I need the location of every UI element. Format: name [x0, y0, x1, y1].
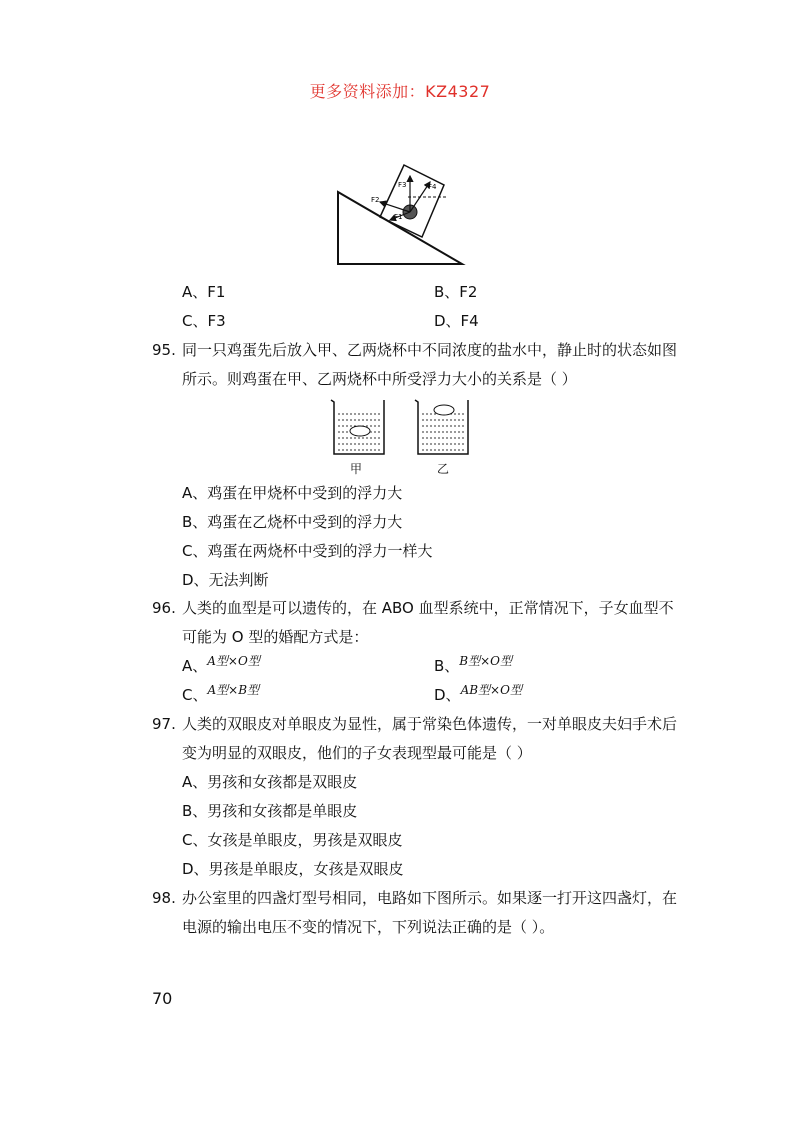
q98-line2: 电源的输出电压不变的情况下，下列说法正确的是（ ）。 [182, 918, 555, 936]
q96-option-b: B、$^{B型\times O型}$ [434, 654, 513, 675]
egg-jia [350, 426, 370, 436]
q96-option-c: C、$^{A型\times B型}$ [182, 683, 260, 704]
block-on-incline [380, 165, 444, 237]
page-number: 70 [152, 989, 173, 1008]
q96-option-b-expr: B型×O型 [459, 654, 513, 668]
label-f4: F4 [428, 183, 437, 191]
q96-option-a: A、$^{A型\times O型}$ [182, 654, 260, 675]
incline-triangle [338, 192, 462, 264]
q98-text1: 办公室里的四盏灯型号相同，电路如下图所示。如果逐一打开这四盏灯，在 [182, 889, 678, 907]
q97-option-c: C、女孩是单眼皮，男孩是双眼皮 [182, 831, 403, 849]
q98-number: 98. [152, 889, 176, 907]
beaker-jia [328, 396, 388, 458]
q96-number: 96. [152, 599, 176, 617]
q94-option-d: D、F4 [434, 312, 479, 330]
q97-option-b: B、男孩和女孩都是单眼皮 [182, 802, 358, 820]
incline-force-diagram [334, 162, 474, 272]
label-f1: F1 [394, 213, 403, 221]
header-watermark: 更多资料添加：KZ4327 [309, 82, 491, 101]
label-f2: F2 [371, 196, 380, 204]
q96-line1 [152, 597, 674, 618]
q96-option-d: D、$^{AB型\times O型}$ [434, 683, 522, 704]
q97-line2: 变为明显的双眼皮，他们的子女表现型最可能是（ ） [182, 744, 532, 762]
q95-line1 [152, 339, 677, 360]
q96-option-d-expr: AB型×O型 [460, 683, 522, 697]
q97-option-d: D、男孩是单眼皮，女孩是双眼皮 [182, 860, 404, 878]
q95-option-c: C、鸡蛋在两烧杯中受到的浮力一样大 [182, 542, 433, 560]
q94-option-c: C、F3 [182, 312, 226, 330]
q96-line2: 可能为 O 型的婚配方式是： [182, 628, 369, 646]
q95-option-b: B、鸡蛋在乙烧杯中受到的浮力大 [182, 513, 403, 531]
q97-line1 [152, 713, 677, 734]
beaker-label-yi: 乙 [437, 462, 450, 476]
q94-option-a: A、F1 [182, 283, 226, 301]
q96-option-a-expr: A型×O型 [207, 654, 260, 668]
q97-number: 97. [152, 715, 176, 733]
beaker-label-jia: 甲 [350, 462, 363, 476]
q95-text1: 同一只鸡蛋先后放入甲、乙两烧杯中不同浓度的盐水中，静止时的状态如图 [182, 341, 678, 359]
egg-yi [434, 405, 454, 415]
q97-text1: 人类的双眼皮对单眼皮为显性，属于常染色体遗传，一对单眼皮夫妇手术后 [182, 715, 678, 733]
q96-text1: 人类的血型是可以遗传的，在 ABO 血型系统中，正常情况下，子女血型不 [182, 599, 674, 617]
beaker-yi [412, 396, 472, 458]
q95-option-a: A、鸡蛋在甲烧杯中受到的浮力大 [182, 484, 403, 502]
q94-option-b: B、F2 [434, 283, 478, 301]
q95-number: 95. [152, 341, 176, 359]
label-f3: F3 [398, 181, 407, 189]
q95-line2: 所示。则鸡蛋在甲、乙两烧杯中所受浮力大小的关系是（ ） [182, 370, 577, 388]
q95-option-d: D、无法判断 [182, 571, 269, 589]
q98-line1 [152, 887, 677, 908]
q96-option-c-expr: A型×B型 [207, 683, 260, 697]
q97-option-a: A、男孩和女孩都是双眼皮 [182, 773, 358, 791]
